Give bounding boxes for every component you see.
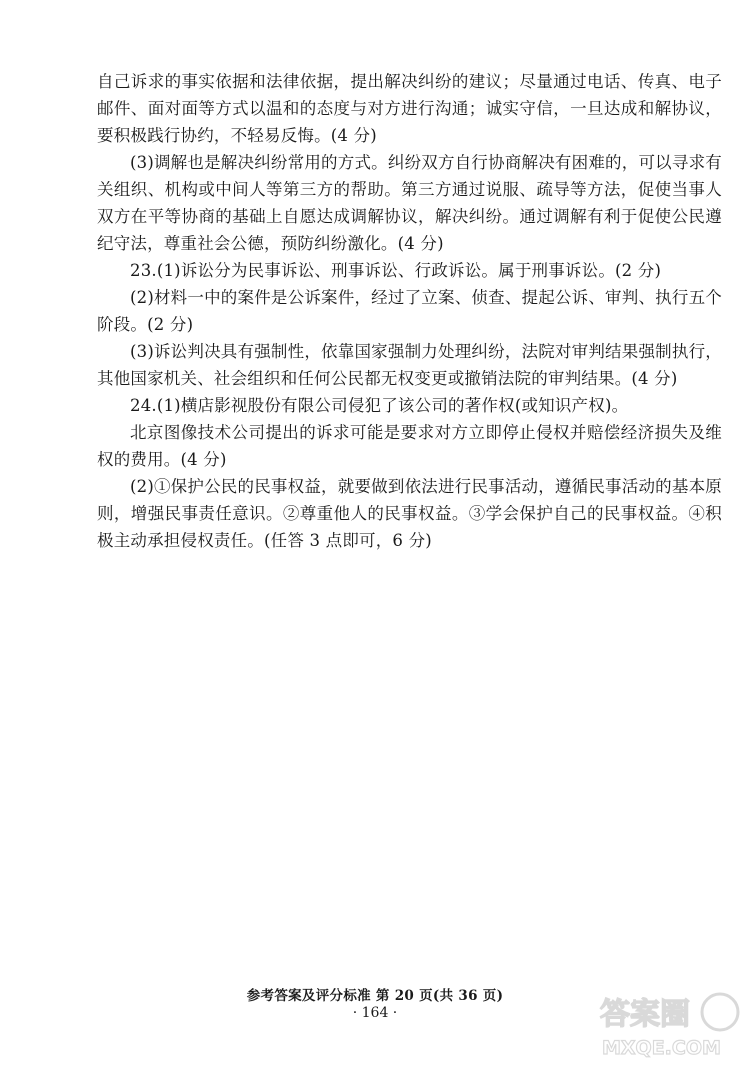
answer-body: [97, 68, 722, 554]
paragraph-6: 24.(1)横店影视股份有限公司侵犯了该公司的著作权(或知识产权)。: [130, 396, 629, 415]
paragraph-8: (2)①保护公民的民事权益，就要做到依法进行民事活动，遵循民事活动的基本原则，增强民事责任意识。②尊重他人的民事权益。③学会保护自己的民事权益。④积极主动承担侵权责任。(任答 3 点即可，6 分): [97, 477, 722, 550]
paragraph-3: 23.(1)诉讼分为民事诉讼、刑事诉讼、行政诉讼。属于刑事诉讼。(2 分): [130, 261, 662, 280]
paragraph-4: (2)材料一中的案件是公诉案件，经过了立案、侦查、提起公诉、审判、执行五个阶段。(2 分): [97, 288, 722, 334]
paragraph-1: 自己诉求的事实依据和法律依据，提出解决纠纷的建议；尽量通过电话、传真、电子邮件、面对面等方式以温和的态度与对方进行沟通；诚实守信，一旦达成和解协议，要积极践行协约，不轻易反悔。(4 分): [97, 72, 722, 145]
paragraph-2: (3)调解也是解决纠纷常用的方式。纠纷双方自行协商解决有困难的，可以寻求有关组织、机构或中间人等第三方的帮助。第三方通过说服、疏导等方法，促使当事人双方在平等协商的基础上自愿达成调解协议，解决纠纷。通过调解有利于促使公民遵纪守法，尊重社会公德，预防纠纷激化。(4 分): [97, 153, 722, 253]
paragraph-5: (3)诉讼判决具有强制性，依靠国家强制力处理纠纷，法院对审判结果强制执行，其他国家机关、社会组织和任何公民都无权变更或撤销法院的审判结果。(4 分): [97, 342, 722, 388]
footer-title: 参考答案及评分标准 第 20 页(共 36 页): [246, 988, 504, 1004]
page-number: · 164 ·: [352, 1005, 398, 1021]
watermark-text: 答案圈: [600, 997, 690, 1032]
watermark-url: MXQE.COM: [602, 1037, 721, 1059]
watermark-logo-icon: [596, 990, 746, 1060]
paragraph-7: 北京图像技术公司提出的诉求可能是要求对方立即停止侵权并赔偿经济损失及维权的费用。(4 分): [97, 423, 722, 469]
